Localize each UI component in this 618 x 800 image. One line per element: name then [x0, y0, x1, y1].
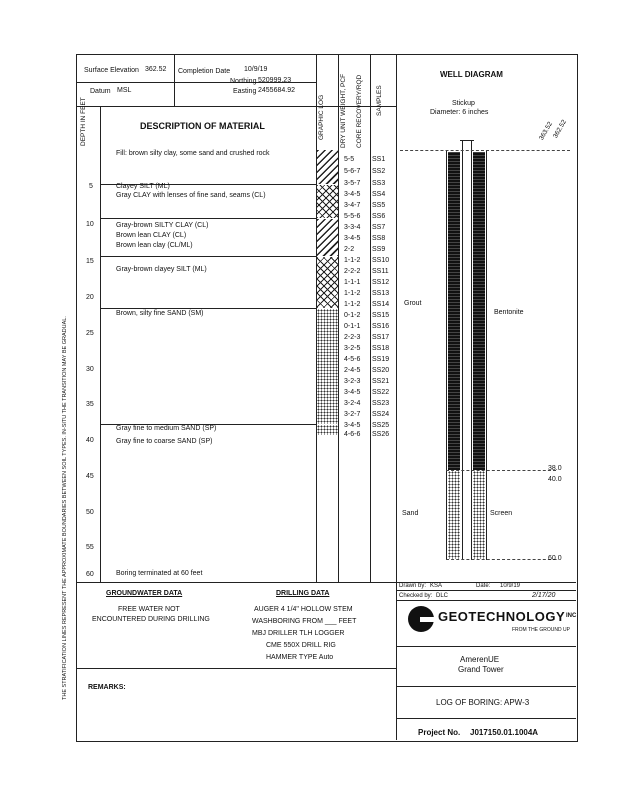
sample-id: SS9 — [372, 246, 386, 253]
depth-column-header: DEPTH IN FEET — [80, 97, 87, 146]
sample-recovery: 4-5-6 — [344, 356, 361, 363]
layer-description: Brown lean CLAY (CL) — [116, 232, 187, 239]
sample-id: SS14 — [372, 301, 390, 308]
northing-label: Northing — [230, 78, 257, 85]
title-rule-4 — [396, 686, 576, 687]
sample-id: SS1 — [372, 156, 386, 163]
graphic-log-fill — [317, 150, 338, 184]
well-mark-right: 38.0 — [548, 465, 562, 472]
groundwater-encountered: ENCOUNTERED DURING DRILLING — [92, 616, 210, 623]
layer-description: Clayey SILT (ML) — [116, 183, 170, 190]
depth-tick: 35 — [86, 401, 94, 408]
easting-value: 2455684.92 — [258, 87, 295, 94]
drilling-washboring: WASHBORING FROM ___ FEET — [252, 618, 357, 625]
groundwater-free-water: FREE WATER NOT — [118, 606, 180, 613]
company-suffix: INC — [566, 613, 577, 619]
well-sand-pack-right — [473, 471, 485, 559]
layer-description: Gray CLAY with lenses of fine sand, seams (CL) — [116, 192, 266, 199]
screen-label: Screen — [490, 510, 513, 517]
depth-tick: 60 — [86, 571, 94, 578]
sample-id: SS17 — [372, 334, 390, 341]
depth-tick: 15 — [86, 258, 94, 265]
sample-recovery: 2-2-3 — [344, 334, 361, 341]
unit-weight-header: DRY UNIT WEIGHT, PCF — [340, 73, 347, 148]
company-logo-notch — [420, 617, 434, 622]
sample-recovery: 3-2-4 — [344, 400, 361, 407]
surface-elevation-label: Surface Elevation — [84, 67, 139, 74]
sample-id: SS7 — [372, 224, 386, 231]
sample-recovery: 3-2-7 — [344, 411, 361, 418]
stickup-label: Stickup — [452, 100, 475, 107]
company-tagline: FROM THE GROUND UP — [512, 627, 570, 633]
bentonite-label: Bentonite — [494, 309, 524, 316]
sample-id: SS25 — [372, 422, 390, 429]
sample-recovery: 3-2-3 — [344, 378, 361, 385]
checked-date-value: 2/17/20 — [532, 592, 556, 599]
sample-recovery: 3-4-7 — [344, 202, 361, 209]
sample-id: SS23 — [372, 400, 390, 407]
title-rule-5 — [396, 718, 576, 719]
depth-tick: 20 — [86, 294, 94, 301]
checked-by-value: DLC — [436, 593, 449, 599]
title-rule-2 — [396, 600, 576, 601]
project-number: J017150.01.1004A — [470, 728, 539, 737]
drilling-title: DRILLING DATA — [276, 590, 330, 597]
drilling-auger: AUGER 4 1/4" HOLLOW STEM — [254, 606, 353, 613]
project-label: Project No. — [418, 728, 461, 737]
sample-id: SS4 — [372, 191, 386, 198]
depth-tick: 50 — [86, 509, 94, 516]
sample-recovery: 1-1-2 — [344, 257, 361, 264]
date-value: 10/9/19 — [500, 583, 521, 589]
sample-recovery: 3-3-4 — [344, 224, 361, 231]
layer-description: Gray fine to coarse SAND (SP) — [116, 438, 213, 445]
sample-id: SS16 — [372, 323, 390, 330]
sample-recovery: 5-5 — [344, 156, 355, 163]
layer-description: Boring terminated at 60 feet — [116, 570, 203, 577]
surface-elevation-value: 362.52 — [145, 66, 167, 73]
sample-recovery: 1-1-1 — [344, 279, 361, 286]
graphic-log-silt — [317, 185, 338, 218]
sample-id: SS6 — [372, 213, 386, 220]
grout-label: Grout — [404, 300, 422, 307]
sample-id: SS3 — [372, 180, 386, 187]
sample-id: SS19 — [372, 356, 390, 363]
sand-label: Sand — [402, 510, 419, 517]
sample-recovery: 5-6-7 — [344, 168, 361, 175]
diameter-label: Diameter: 6 inches — [430, 109, 489, 116]
sample-id: SS22 — [372, 389, 390, 396]
depth-tick: 5 — [89, 183, 93, 190]
well-top-mark-1: 363.52 — [538, 120, 555, 142]
graphic-log-clayey-silt — [317, 257, 338, 308]
well-top-mark-2: 362.52 — [552, 118, 569, 140]
well-riser-right — [471, 140, 472, 560]
sample-recovery: 1-1-2 — [344, 301, 361, 308]
ground-surface-line — [400, 150, 570, 151]
sample-id: SS13 — [372, 290, 390, 297]
well-cap — [460, 140, 474, 141]
sample-id: SS11 — [372, 268, 389, 275]
sample-recovery: 3-4-5 — [344, 235, 361, 242]
boring-log-title: LOG OF BORING: APW-3 — [436, 698, 530, 707]
sample-recovery: 3-2-5 — [344, 345, 361, 352]
drawn-by-value: KSA — [430, 583, 443, 589]
datum-label: Datum — [90, 88, 111, 95]
title-rule-1 — [396, 590, 576, 591]
depth-tick: 30 — [86, 366, 94, 373]
drawn-by-label: Drawn by: — [399, 583, 427, 589]
sample-id: SS15 — [372, 312, 390, 319]
sample-recovery: 2-2-2 — [344, 268, 361, 275]
sample-recovery: 3-4-5 — [344, 389, 361, 396]
client-name: AmerenUE — [460, 655, 500, 664]
sample-id: SS24 — [372, 411, 390, 418]
layer-boundary — [100, 308, 316, 309]
depth-tick: 40 — [86, 437, 94, 444]
layer-description: Brown lean clay (CL/ML) — [116, 242, 193, 249]
sample-id: SS12 — [372, 279, 390, 286]
well-diagram-title: WELL DIAGRAM — [440, 70, 503, 79]
layer-description: Brown, silty fine SAND (SM) — [116, 310, 204, 317]
completion-date-label: Completion Date — [178, 68, 231, 75]
groundwater-title: GROUNDWATER DATA — [106, 590, 183, 597]
layer-description: Gray-brown SILTY CLAY (CL) — [116, 222, 209, 229]
well-screen-bottom — [446, 559, 556, 560]
layer-boundary — [100, 218, 316, 219]
title-rule-3 — [396, 646, 576, 647]
checked-by-label: Checked by: — [399, 593, 433, 599]
drilling-driller: MBJ DRILLER TLH LOGGER — [252, 630, 345, 637]
sample-id: SS21 — [372, 378, 390, 385]
well-grout-right — [473, 152, 485, 470]
well-grout-left — [448, 152, 460, 470]
sample-id: SS26 — [372, 431, 390, 438]
sample-recovery: 4-6-6 — [344, 431, 361, 438]
description-title: DESCRIPTION OF MATERIAL — [140, 121, 265, 131]
remarks-rule — [76, 668, 396, 669]
stratification-note: THE STRATIFICATION LINES REPRESENT THE APPROXIMATE BOUNDARIES BETWEEN SOIL TYPES. IN-SITU THE TRANSITION MAY BE GRADUAL. — [62, 316, 68, 700]
date-label: Date: — [476, 583, 491, 589]
depth-tick: 45 — [86, 473, 94, 480]
sample-id: SS20 — [372, 367, 390, 374]
graphic-log-sand — [317, 309, 338, 424]
core-recovery-header: CORE RECOVERY/RQD — [356, 74, 363, 148]
depth-tick: 55 — [86, 544, 94, 551]
graphic-log-header: GRAPHIC LOG — [318, 94, 325, 140]
sample-recovery: 0-1-2 — [344, 312, 361, 319]
easting-label: Easting — [233, 88, 257, 95]
column-divider-log — [338, 54, 339, 582]
layer-description: Fill: brown silty clay, some sand and crushed rock — [116, 150, 270, 157]
column-divider-samples — [396, 54, 397, 740]
well-riser-left — [462, 140, 463, 560]
completion-date-value: 10/9/19 — [244, 66, 268, 73]
well-casing-left-outer — [446, 150, 447, 560]
column-divider-depth — [100, 106, 101, 582]
sample-recovery: 1-1-2 — [344, 290, 361, 297]
datum-value: MSL — [117, 87, 132, 94]
sample-recovery: 0-1-1 — [344, 323, 361, 330]
well-screen-top — [446, 470, 556, 471]
well-sand-pack-left — [448, 471, 460, 559]
sample-id: SS5 — [372, 202, 386, 209]
site-name: Grand Tower — [458, 665, 504, 674]
sample-recovery: 3-4-5 — [344, 191, 361, 198]
sample-id: SS2 — [372, 168, 386, 175]
sample-recovery: 2-2 — [344, 246, 355, 253]
well-mark-right: 60.0 — [548, 555, 562, 562]
layer-description: Gray fine to medium SAND (SP) — [116, 425, 217, 432]
well-mark-right: 40.0 — [548, 476, 562, 483]
samples-header: SAMPLES — [376, 85, 383, 116]
header-bottom-rule — [76, 106, 396, 107]
sample-recovery: 5-5-6 — [344, 213, 361, 220]
sample-recovery: 3-5-7 — [344, 180, 361, 187]
drilling-rig: CME 550X DRILL RIG — [266, 642, 336, 649]
layer-description: Gray-brown clayey SILT (ML) — [116, 266, 207, 273]
header-split — [174, 54, 175, 106]
column-divider-rec — [370, 54, 371, 582]
remarks-label: REMARKS: — [88, 684, 126, 691]
sample-id: SS8 — [372, 235, 386, 242]
sample-recovery: 2-4-5 — [344, 367, 361, 374]
company-name: GEOTECHNOLOGY — [438, 609, 566, 624]
well-casing-right-outer — [486, 150, 487, 560]
graphic-log-clay — [317, 219, 338, 256]
sample-recovery: 3-4-5 — [344, 422, 361, 429]
depth-tick: 10 — [86, 221, 94, 228]
sample-id: SS18 — [372, 345, 390, 352]
layer-boundary — [100, 256, 316, 257]
depth-tick: 25 — [86, 330, 94, 337]
graphic-log-sand-deep — [317, 425, 338, 435]
northing-value: 520999.23 — [258, 77, 292, 84]
sample-id: SS10 — [372, 257, 390, 264]
drilling-hammer: HAMMER TYPE Auto — [266, 654, 334, 661]
